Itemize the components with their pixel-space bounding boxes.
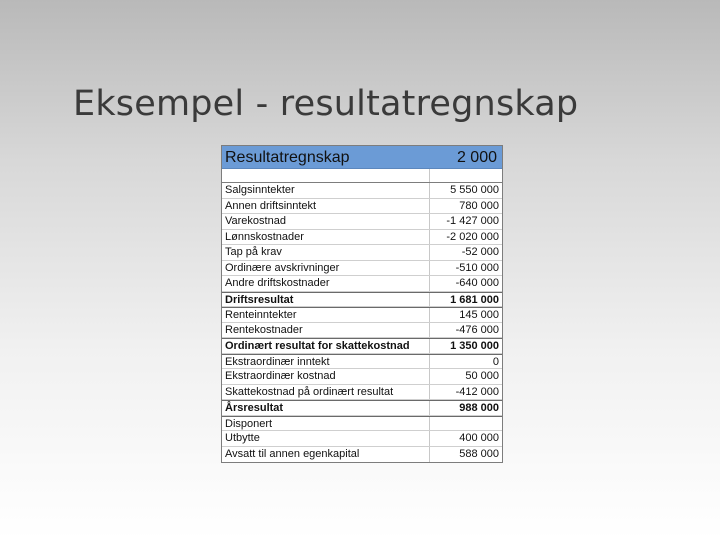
row-value: -510 000 [455,261,499,274]
income-statement-table [221,145,503,463]
row-value [430,417,502,431]
table-row [222,400,502,416]
row-value: 5 550 000 [450,184,499,196]
table-spacer-row [222,169,502,183]
table-row [222,230,502,246]
table-header-year: 2 000 [456,149,497,166]
table-row [222,338,502,354]
row-value: -640 000 [455,277,499,289]
row-value: -52 000 [461,246,499,258]
row-value: 145 000 [459,309,499,321]
row-label: Ordinære avskrivninger [222,261,430,276]
table-row [222,199,502,215]
row-label: Annen driftsinntekt [222,199,430,214]
table-body [222,183,502,462]
table-row [222,416,502,432]
row-value: 1 681 000 [450,293,499,306]
row-value: 780 000 [459,199,499,212]
table-row [222,385,502,401]
table-row [222,354,502,370]
row-label: Varekostnad [222,214,430,229]
table-row [222,183,502,199]
row-label: Utbytte [222,431,430,446]
row-label: Renteinntekter [222,308,430,322]
row-value: -412 000 [455,385,499,398]
row-label: Andre driftskostnader [222,276,430,291]
row-value: -2 020 000 [446,230,499,243]
table-row [222,276,502,292]
row-value: 1 350 000 [450,340,499,352]
row-label: Skattekostnad på ordinært resultat [222,385,430,400]
row-label: Ekstraordinær kostnad [222,369,430,384]
row-value: -476 000 [455,323,499,336]
row-label: Tap på krav [222,245,430,260]
table-row [222,292,502,308]
table-row [222,431,502,447]
row-label: Avsatt til annen egenkapital [222,447,430,463]
table-row [222,261,502,277]
table-header [222,146,502,169]
table-row [222,214,502,230]
row-value: 400 000 [459,432,499,444]
row-label: Årsresultat [222,401,430,415]
row-value: 988 000 [459,402,499,414]
table-row [222,307,502,323]
table-row [222,447,502,463]
row-value: 588 000 [459,447,499,460]
row-label: Disponert [222,417,430,431]
row-label: Rentekostnader [222,323,430,338]
table-header-label: Resultatregnskap [225,149,350,166]
row-value: 0 [492,355,499,368]
row-label: Salgsinntekter [222,183,430,198]
row-value: 50 000 [465,370,499,382]
row-label: Ekstraordinær inntekt [222,355,430,369]
row-label: Ordinært resultat for skattekostnad [222,339,430,353]
table-row [222,245,502,261]
row-label: Driftsresultat [222,293,430,307]
table-row [222,323,502,339]
row-label: Lønnskostnader [222,230,430,245]
row-value: -1 427 000 [446,215,499,227]
slide-title: Eksempel - resultatregnskap [73,84,579,124]
table-row [222,369,502,385]
